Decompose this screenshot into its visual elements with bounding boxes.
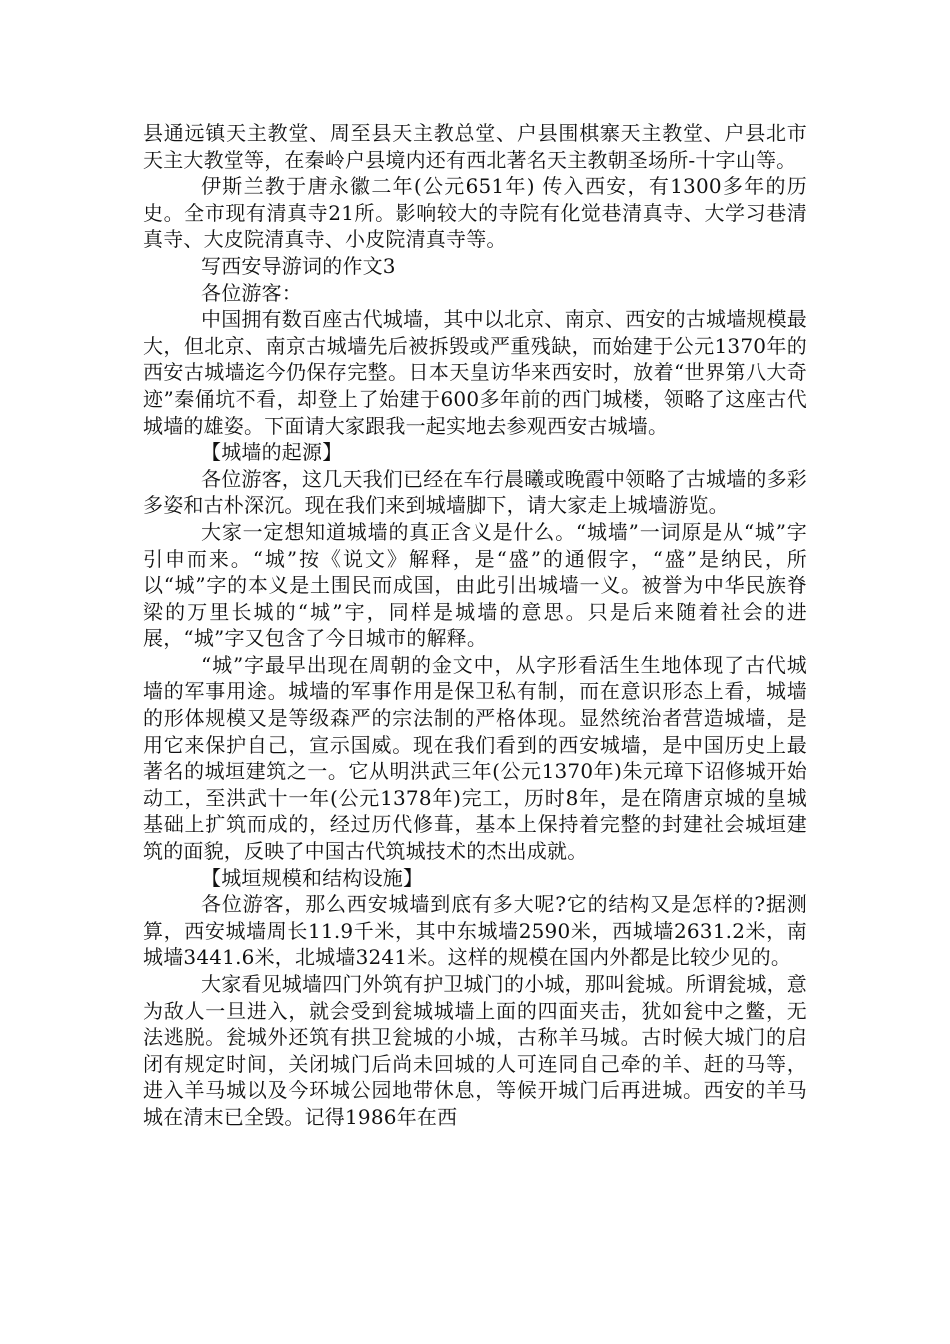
paragraph-scale-2: 大家看见城墙四门外筑有护卫城门的小城，那叫瓮城。所谓瓮城，意为敌人一旦进入，就会受到瓮城城墙上面的四面夹击，犹如瓮中之鳖，无法逃脱。瓮城外还筑有拱卫瓮城的小城，古称羊马城。古时候大城门的启闭有规定时间，关闭城门后尚未回城的人可连同自己牵的羊、赶的马等，进入羊马城以及今环城公园地带休息，等候开城门后再进城。西安的羊马城在清末已全毁。记得1986年在西	[143, 972, 807, 1129]
section-heading-origin: 【城墙的起源】	[201, 440, 343, 465]
paragraph-origin-2: 大家一定想知道城墙的真正含义是什么。“城墙”一词原是从“城”字引申而来。“城”按《说文》解释，是“盛”的通假字，“盛”是纳民，所以“城”字的本义是土围民而成国，由此引出城墙一义。被誉为中华民族脊梁的万里长城的“城”宇，同样是城墙的意思。只是后来随着社会的进展，“城”字又包含了今日城市的解释。	[143, 519, 807, 651]
paragraph-origin-1: 各位游客，这几天我们已经在车行晨曦或晚霞中领略了古城墙的多彩多姿和古朴深沉。现在我们来到城墙脚下，请大家走上城墙游览。	[143, 466, 807, 518]
section-heading-scale: 【城垣规模和结构设施】	[201, 865, 424, 890]
document-body	[143, 120, 807, 1131]
paragraph-scale-1: 各位游客，那么西安城墙到底有多大呢?它的结构又是怎样的?据测算，西安城墙周长11.9千米，其中东城墙2590米，西城墙2631.2米，南城墙3441.6米，北城墙3241米。这样的规模在国内外都是比较少见的。	[143, 892, 807, 970]
greeting: 各位游客：	[201, 280, 302, 305]
paragraph-continuation: 县通远镇天主教堂、周至县天主教总堂、户县围棋寨天主教堂、户县北市天主大教堂等，在秦岭户县境内还有西北著名天主教朝圣场所-十字山等。	[143, 121, 807, 172]
essay-title: 写西安导游词的作文3	[201, 253, 396, 278]
paragraph-origin-3: “城”字最早出现在周朝的金文中，从字形看活生生地体现了古代城墙的军事用途。城墙的军事作用是保卫私有制，而在意识形态上看，城墙的形体规模又是等级森严的宗法制的严格体现。显然统治者营造城墙，是用它来保护自己，宣示国威。现在我们看到的西安城墙，是中国历史上最著名的城垣建筑之一。它从明洪武三年(公元1370年)朱元璋下诏修城开始动工，至洪武十一年(公元1378年)完工，历时8年，是在隋唐京城的皇城基础上扩筑而成的，经过历代修葺，基本上保持着完整的封建社会城垣建筑的面貌，反映了中国古代筑城技术的杰出成就。	[143, 652, 807, 864]
paragraph-intro: 中国拥有数百座古代城墙，其中以北京、南京、西安的古城墙规模最大，但北京、南京古城墙先后被拆毁或严重残缺，而始建于公元1370年的西安古城墙迄今仍保存完整。日本天皇访华来西安时，放着“世界第八大奇迹”秦俑坑不看，却登上了始建于600多年前的西门城楼，领略了这座古代城墙的雄姿。下面请大家跟我一起实地去参观西安古城墙。	[143, 307, 807, 438]
paragraph-islam-history: 伊斯兰教于唐永徽二年(公元651年) 传入西安，有1300多年的历史。全市现有清真寺21所。影响较大的寺院有化觉巷清真寺、大学习巷清真寺、大皮院清真寺、小皮院清真寺等。	[143, 174, 807, 252]
